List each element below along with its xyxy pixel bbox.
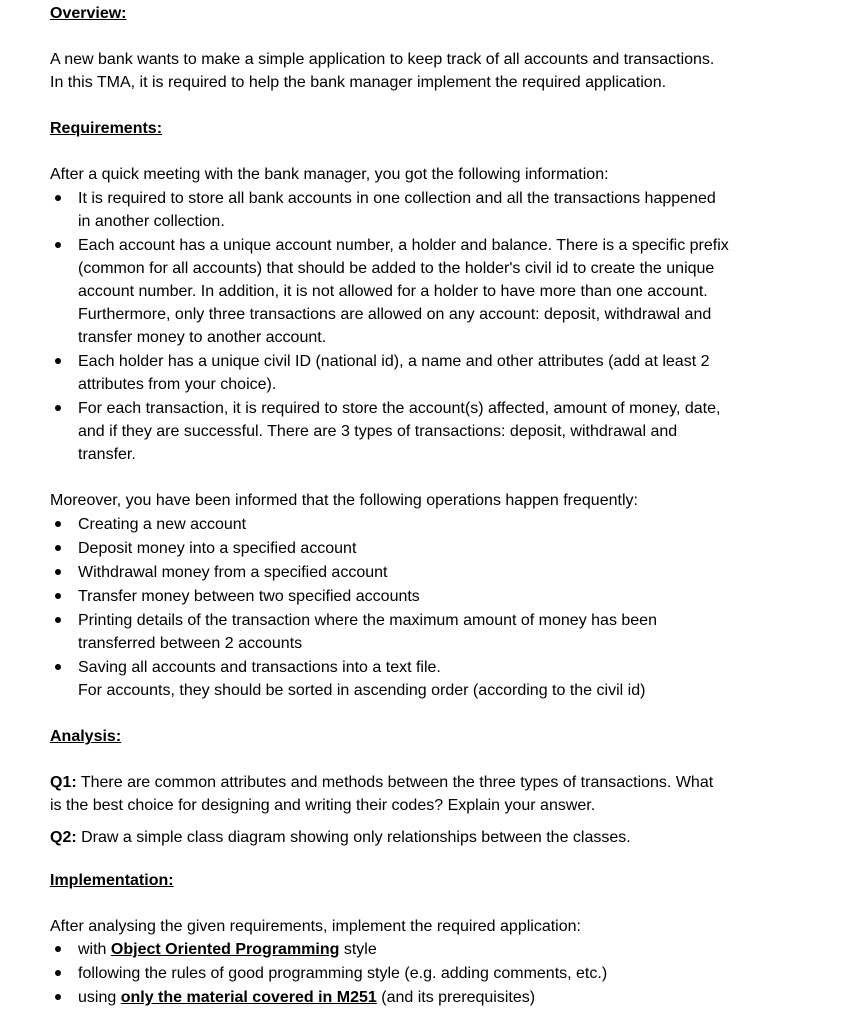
operation-line: Deposit money into a specified account: [78, 540, 357, 557]
bullet-dot: [55, 664, 61, 670]
impl-pre: with: [78, 941, 111, 958]
impl-emphasis: Object Oriented Programming: [110, 941, 340, 958]
bullet-dot: [55, 946, 61, 952]
requirements-heading: Requirements:: [50, 120, 163, 137]
bullet-dot: [55, 545, 61, 551]
requirement-line: It is required to store all bank accounts in one collection and all the transactions happened: [78, 190, 716, 207]
requirement-line: attributes from your choice).: [78, 376, 277, 393]
bullet-dot: [55, 405, 61, 411]
bullet-dot: [55, 994, 61, 1000]
implementation-line: following the rules of good programming style (e.g. adding comments, etc.): [78, 965, 608, 982]
operations-intro: Moreover, you have been informed that the following operations happen frequently:: [50, 492, 638, 509]
impl-post: (and its prerequisites): [376, 989, 536, 1006]
operation-line: Withdrawal money from a specified account: [78, 564, 388, 581]
bullet-dot: [55, 521, 61, 527]
implementation-line: [78, 986, 535, 1009]
requirement-line: and if they are successful. There are 3 types of transactions: deposit, withdrawal and: [78, 423, 678, 440]
operation-line: Saving all accounts and transactions into a text file.: [78, 659, 441, 676]
overview-line: In this TMA, it is required to help the bank manager implement the required application.: [50, 74, 667, 91]
requirement-line: transfer money to another account.: [78, 329, 327, 346]
bullet-dot: [55, 569, 61, 575]
impl-post: style: [339, 941, 377, 958]
requirement-line: account number. In addition, it is not allowed for a holder to have more than one account.: [78, 283, 708, 300]
bullet-dot: [55, 242, 61, 248]
q1-line: is the best choice for designing and writing their codes? Explain your answer.: [50, 797, 596, 814]
operation-line: Transfer money between two specified accounts: [78, 588, 420, 605]
q2-text: Draw a simple class diagram showing only relationships between the classes.: [76, 829, 631, 846]
operation-line: transferred between 2 accounts: [78, 635, 303, 652]
q1-text: There are common attributes and methods between the three types of transactions. What: [76, 774, 714, 791]
requirement-line: Furthermore, only three transactions are allowed on any account: deposit, withdrawal and: [78, 306, 712, 323]
requirement-line: in another collection.: [78, 213, 225, 230]
bullet-dot: [55, 617, 61, 623]
operation-line: For accounts, they should be sorted in ascending order (according to the civil id): [78, 682, 646, 699]
bullet-dot: [55, 358, 61, 364]
bullet-dot: [55, 970, 61, 976]
requirement-line: transfer.: [78, 446, 136, 463]
implementation-heading: Implementation:: [50, 872, 174, 889]
requirement-line: For each transaction, it is required to store the account(s) affected, amount of money, date,: [78, 400, 721, 417]
overview-heading: Overview:: [50, 5, 127, 22]
q2-label: Q2:: [50, 829, 77, 846]
impl-pre: using: [78, 989, 121, 1006]
implementation-intro: After analysing the given requirements, implement the required application:: [50, 918, 581, 935]
implementation-line: [78, 938, 377, 961]
bullet-dot: [55, 593, 61, 599]
q2-line: [50, 826, 631, 849]
operation-line: Creating a new account: [78, 516, 247, 533]
requirements-intro: After a quick meeting with the bank manager, you got the following information:: [50, 166, 609, 183]
requirement-line: Each account has a unique account number, a holder and balance. There is a specific prefix: [78, 237, 729, 254]
bullet-dot: [55, 195, 61, 201]
operation-line: Printing details of the transaction where the maximum amount of money has been: [78, 612, 657, 629]
q1-label: Q1:: [50, 774, 77, 791]
requirement-line: (common for all accounts) that should be added to the holder's civil id to create the unique: [78, 260, 715, 277]
overview-line: A new bank wants to make a simple application to keep track of all accounts and transactions.: [50, 51, 715, 68]
q1-line: [50, 771, 713, 794]
impl-emphasis: only the material covered in M251: [120, 989, 377, 1006]
analysis-heading: Analysis:: [50, 728, 122, 745]
requirement-line: Each holder has a unique civil ID (national id), a name and other attributes (add at least 2: [78, 353, 710, 370]
